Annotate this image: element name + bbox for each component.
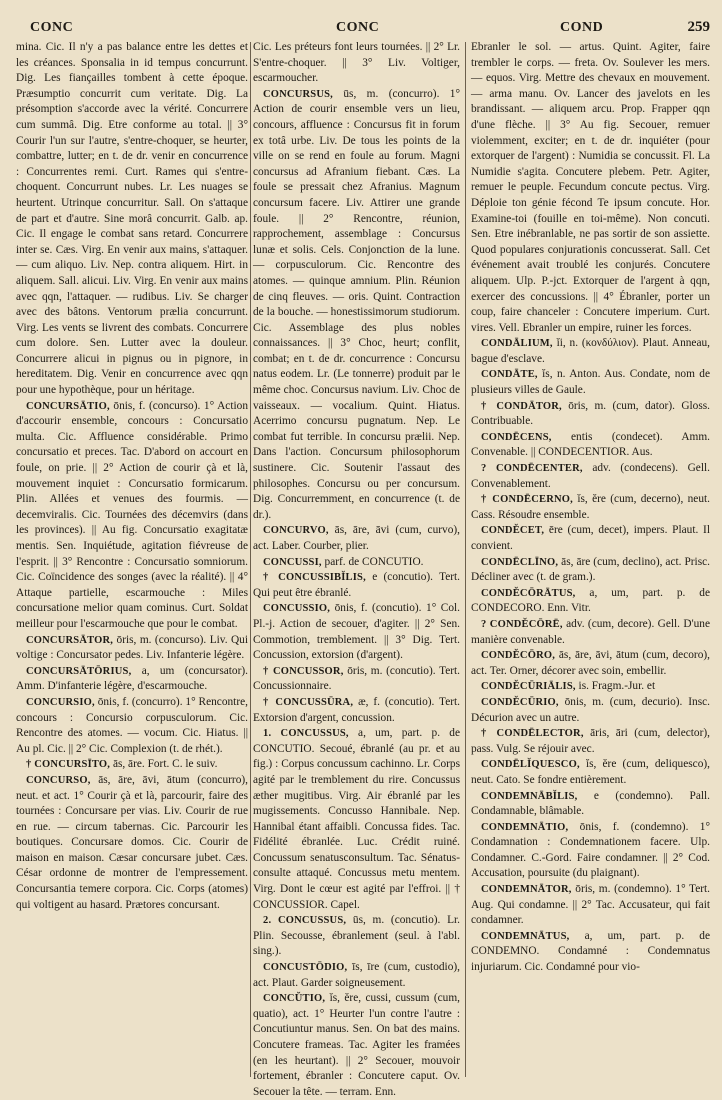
dictionary-entry [253, 570, 460, 601]
dictionary-entry [471, 367, 710, 398]
entry-definition: ōnis, f. (condemno). 1° Condamnation : Condemnationem facere. Ulp. Condamner. C.-Gord. Faire condamner. || 2° Cod. Accusation, poursuite (du plaignant). [471, 820, 710, 880]
column-left [16, 40, 248, 1080]
dictionary-entry [471, 492, 710, 523]
entry-headword: CONCUSTŌDIO, [263, 962, 348, 974]
dictionary-entry [471, 430, 710, 461]
dictionary-entry [471, 929, 710, 976]
entry-definition: æ, f. (concutio). Tert. Extorsion d'argent, concussion. [253, 695, 460, 724]
running-head-center: CONC [336, 20, 380, 35]
entry-headword: CONCURSO, [26, 774, 91, 786]
entry-headword: CONDĔCŌRO, [481, 650, 556, 662]
dictionary-entry [16, 664, 248, 695]
dictionary-entry [16, 633, 248, 664]
entry-definition: ōris, m. (concutio). Tert. Concussionnaire. [253, 664, 461, 693]
entry-headword: † CONCUSSOR, [263, 665, 344, 677]
entry-definition: ōnis, f. (concurso). 1° Action d'accourir ensemble, concours : Concursatio multa. Cic. Affluence considérable. Primo concursatio et preces. Tac. D'abord on accourt en foule, on prie. || 2° Action de courir çà et là, mouvement inquiet : Concursatio formicarum. Plin. Allées et venues des fourmis. — decemviralis. Cic. Tournées des décemvirs (dans les provinces). || Au fig. Concursatio exagitatæ mentis. Sen. Inquiétude, agitation fiévreuse de l'esprit. || 3° Rencontre : Concursatio somniorum. Cic. Coïncidence des songes (avec la réalité). || 4° Attaque partielle, escarmouche : Miles concursatione melior quam cominus. Curt. Soldat meilleur pour l'escarmouche que pour le combat. [16, 399, 248, 630]
dictionary-entry [253, 87, 460, 524]
dictionary-entry [471, 679, 710, 695]
entry-definition: a, um (concursator). Amm. D'infanterie légère, d'escarmouche. [16, 664, 248, 693]
entry-headword: CONDĔCŪRIO, [481, 696, 559, 708]
dictionary-entry [253, 523, 460, 554]
dictionary-entry [471, 40, 710, 336]
entry-definition: ēre (cum, decet), impers. Plaut. Il convient. [471, 524, 710, 552]
entry-headword: ? CONDĔCŌRĒ, [481, 618, 563, 630]
dictionary-entry [253, 960, 460, 991]
dictionary-entry [253, 601, 460, 663]
running-head-left: CONC [30, 20, 74, 35]
entry-headword: CONCURSĀTOR, [26, 634, 114, 646]
dictionary-entry [471, 399, 710, 430]
entry-headword: † CONCURSĪTO, [26, 759, 111, 771]
entry-headword: CONDEMNĀBĬLIS, [481, 790, 578, 802]
entry-headword: CONDĔCET, [481, 525, 545, 537]
entry-definition: mina. Cic. Il n'y a pas balance entre les dettes et les créances. Sponsalia in id tempus concurrunt. Dig. Les fiançailles tombent à cette époque. Præsumptio concurrit cum veritate. Dig. La présomption s'accorde avec la vérité. Concurrere cum summâ. Dig. Etre conforme au total. || 3° Courir l'un sur l'autre, s'entre-choquer, se heurter, combattre, lutter; en t. de dr. venir en concurrence : Concurrentes remi. Curt. Rames qui s'entre-choquent. Concurrunt nubes. Lr. Les nuages se heurtent. Utrinque concurritur. Sall. On s'attaque de part et d'autre. Sine morâ concurrit. Galb. ap. Cic. Il engage le combat sans retard. Concurrere inter se. Cæs. Virg. En venir aux mains, s'attaquer. — cum aliquo. Liv. Nep. contra aliquem. Hirt. in aliquem. Sall. alicui. Liv. Virg. En venir aux mains avec qqn, l'attaquer. — rudibus. Liv. Se charger avec des bâtons. Ventorum prælia concurrunt. Virg. Les vents se livrent des combats. Concurrere cum dolore. Sen. Lutter avec la douleur. Concurrere alicui in pignus ou in pignore, in hereditatem. Dig. Venir en concurrence avec qqn pour une hypothèque, pour un héritage. [16, 41, 248, 397]
entry-headword: CONCURSUS, [263, 88, 333, 100]
entry-definition: ĭi, n. (κονδύλιον). Plaut. Anneau, bague d'esclave. [471, 337, 711, 365]
running-head-right: COND [560, 20, 604, 35]
entry-definition: ĭs, n. Anton. Aus. Condate, nom de plusieurs villes de Gaule. [471, 368, 710, 397]
entry-definition: ōnis, f. (concutio). 1° Col. Pl.-j. Action de secouer, d'agiter. || 2° Sen. Commotion, tremblement. || 3° Dig. Tert. Concussion, extorsion (d'argent). [253, 602, 460, 662]
entry-definition: adv. (condecens). Gell. Convenablement. [471, 462, 710, 490]
entry-headword: CONDĔCŌRĀTUS, [481, 587, 576, 599]
entry-definition: parf. de CONCUTIO. [324, 555, 424, 568]
entry-headword: CONDEMNĀTIO, [481, 821, 569, 833]
column-right [471, 40, 710, 1080]
entry-headword: CONCURSIO, [26, 696, 95, 708]
dictionary-entry [471, 820, 710, 882]
entry-definition: ōris, m. (cum, dator). Gloss. Contribuable. [471, 399, 710, 428]
entry-headword: CONDEMNĀTUS, [481, 930, 570, 942]
dictionary-entry [471, 336, 710, 367]
dictionary-entry [16, 757, 248, 773]
entry-headword: CONDĔCŪRIĀLIS, [481, 681, 576, 693]
entry-headword: † CONCUSSIBĬLIS, [263, 572, 366, 584]
entry-definition: ās, āre, āvi, ātum (cum, decoro), act. Ter. Orner, décorer avec soin, embellir. [471, 649, 710, 677]
entry-definition: e (concutio). Tert. Qui peut être ébranlé. [253, 571, 461, 599]
entry-definition: a, um, part. p. de CONDECORO. Enn. Vitr. [471, 586, 710, 615]
entry-definition: īs, īre (cum, custodio), act. Plaut. Garder soigneusement. [253, 961, 460, 989]
entry-definition: a, um, part. p. de CONDEMNO. Condamné : Condemnatus injuriarum. Cic. Condamné pour vio- [471, 929, 711, 974]
entry-definition: ōris, m. (concurso). Liv. Qui voltige : Concursator pedes. Liv. Infanterie légère. [16, 633, 248, 662]
entry-definition: is. Fragm.-Jur. et [578, 680, 656, 693]
dictionary-entry [471, 695, 710, 726]
entry-definition: ōris, m. (condemno). 1° Tert. Aug. Qui condamne. || 2° Tac. Accusateur, qui fait condamner. [471, 883, 710, 927]
entry-headword: CONDĒCENS, [481, 431, 552, 443]
dictionary-entry [471, 757, 710, 788]
entry-definition: ūs, m. (concutio). Lr. Plin. Secousse, ébranlement (seul. à l'abl. sing.). [253, 914, 460, 958]
entry-headword: CONCŬTIO, [263, 993, 326, 1005]
entry-headword: CONCURSĀTIO, [26, 400, 110, 412]
entry-definition: ĭs, ĕre (cum, deliquesco), neut. Cato. Se fondre entièrement. [471, 758, 710, 786]
entry-definition: entis (condecet). Amm. Convenable. || CONDECENTIOR. Aus. [471, 430, 710, 459]
dictionary-entry [471, 461, 710, 492]
entry-definition: āris, āri (cum, delector), pass. Vulg. Se réjouir avec. [471, 727, 710, 755]
entry-definition: ās, āre, āvi (cum, curvo), act. Laber. Courber, plier. [253, 524, 460, 552]
entry-headword: CONCURSĀTŌRIUS, [26, 665, 132, 677]
dictionary-entry [471, 586, 710, 617]
entry-definition: ās, āre, āvi, ātum (concurro), neut. et act. 1° Courir çà et là, parcourir, faire des tournées : Concursare per vias. Liv. Courir de rue en rue. — circum tabernas. Cic. Parcourir les boutiques. Concursare domos. Cic. Courir de maison en maison. Cæsar concursare jubet. Cæs. César ordonne de montrer de l'empressement. Concursantia temere corpora. Cic. Corps (atomes) qui voltigent au hasard. Prætores concursant. [16, 773, 248, 911]
column-middle [253, 40, 461, 1098]
dictionary-entry [471, 555, 710, 586]
dictionary-entry [471, 617, 710, 648]
entry-headword: † CONDĀTOR, [481, 400, 562, 412]
entry-headword: † CONCUSSŪRA, [263, 696, 354, 708]
entry-headword: CONDĒLĬQUESCO, [481, 759, 580, 771]
dictionary-entry [471, 726, 710, 757]
dictionary-entry [253, 726, 460, 913]
entry-definition: ōnis, m. (cum, decurio). Insc. Décurion avec un autre. [471, 695, 710, 724]
entry-headword: CONDEMNĀTOR, [481, 884, 572, 896]
entry-headword: ? CONDĒCENTER, [481, 463, 583, 475]
column-rule [465, 42, 466, 1077]
entry-definition: ōnis, f. (concurro). 1° Rencontre, concours : Concursio corpusculorum. Cic. Rencontre des atomes. — vocum. Cic. Hiatus. || Au pl. Cic. || 2° Cic. Complexion (t. de rhét.). [16, 695, 248, 755]
entry-definition: ūs, m. (concurro). 1° Action de courir ensemble vers un lieu, concours, affluence : Concursus fit in forum ex totâ urbe. Liv. De tous les points de la ville on se rend en foule au forum. Magni concursus ad Afranium fiebant. Cæs. La foule se pressait chez Afranius. Magnum concursum facere. Liv. Attirer une grande foule. || 2° Rencontre, réunion, rapprochement, assemblage : Concursus lunæ et solis. Cels. Conjonction de la lune. — corpusculorum. Cic. Rencontre des atomes. — quinque amnium. Plin. Réunion de cinq fleuves. — oris. Quint. Contraction de la bouche. — honestissimorum studiorum. Cic. Assemblage des plus nobles connaissances. || 3° Choc, heurt; conflit, combat; en t. de dr. concurrence : Concursu natus eodem. Lr. (Le tonnerre) produit par le même choc. Concursus navium. Liv. Choc de vaisseaux. — vocalium. Quint. Hiatus. Acerrimo concursu pugnatum. Nep. Le combat fut terrible. In concursu prælii. Nep. Dans l'action. Concursum philosophorum sustinere. Cic. Soutenir l'assaut des philosophes. Concursu ou per concursum. Dig. Concurremment, en concurrence (t. de dr.). [253, 87, 460, 521]
entry-definition: ĭs, ĕre (cum, decerno), neut. Cass. Résoudre ensemble. [471, 493, 710, 521]
dictionary-entry [253, 555, 460, 571]
entry-headword: CONCUSSI, [263, 556, 322, 568]
entry-definition: Ebranler le sol. — artus. Quint. Agiter, faire trembler le corps. — freta. Ov. Soulever les mers. — equos. Virg. Mettre des chevaux en mouvement. — arma manu. Ov. Lancer des javelots en les brandissant. — aliquem arcu. Prop. Frapper qqn d'une flèche. || 3° Au fig. Secouer, remuer violemment, exciter; en t. de dr. inquiéter (pour extorquer de l'argent) : Numidia se concussit. Fl. La Numidie s'agita. Concutere plebem. Petr. Agiter, remuer le peuple. Fecundum concute pectus. Virg. Déploie ton génie fécond Te ipsum concute. Hor. Examine-toi (fouille en toi-même). Non concuti. Sen. Etre inébranlable, ne pas sortir de son assiette. Quod populares conjurationis concusserat. Sall. Cet événement avait troublé les conjurés. Concutere aliquem. Ulp. P.-jct. Extorquer de l'argent à qqn, exercer des concussions. || 4° Ébranler, porter un coup, faire chanceler : Concutere imperium. Curt. vires. Vell. Ebranler un empire, ruiner les forces. [471, 41, 710, 334]
entry-headword: 2. CONCUSSUS, [263, 915, 347, 927]
dictionary-entry [471, 882, 710, 929]
entry-definition: a, um, part. p. de CONCUTIO. Secoué, ébranlé (au pr. et au fig.) : Corpus concussum cachinno. Lr. Corps agité par le tremblement du rire. Concussus æther mugitibus. Virg. Air ébranlé par les mugissements. Concusso Hannibale. Nep. Hannibal étant affaibli. Concussa fides. Tac. Fidélité ébranlée. Luc. Crédit ruiné. Concussum senatusconsultum. Tac. Sénatus-consulte attaqué. Concussus metu mentem. Virg. Dont le cœur est agité par l'effroi. || † CONCUSSIOR. Capel. [253, 727, 461, 911]
entry-definition: ās, āre. Fort. C. le suiv. [112, 758, 218, 771]
entry-definition: Cic. Les préteurs font leurs tournées. || 2° Lr. S'entre-choquer. || 3° Liv. Voltiger, escarmoucher. [253, 41, 460, 85]
entry-headword: † CONDĒLECTOR, [481, 728, 584, 740]
entry-headword: CONCUSSIO, [263, 603, 331, 615]
dictionary-entry [16, 40, 248, 399]
dictionary-entry [253, 695, 460, 726]
entry-definition: ĭs, ĕre, cussi, cussum (cum, quatio), act. 1° Heurter l'un contre l'autre : Concutiuntur manus. Sen. On bat des mains. Concutere frameas. Tac. Agiter les framées (en les heurtant). || 2° Secouer, mouvoir fortement, ébranler : Concutere caput. Ov. Secouer la tête. — terram. Enn. [253, 992, 460, 1098]
dictionary-entry [253, 913, 460, 960]
dictionary-entry [16, 399, 248, 633]
dictionary-entry [471, 648, 710, 679]
entry-definition: ās, āre (cum, declino), act. Prisc. Décliner avec (t. de gram.). [471, 555, 710, 584]
entry-headword: CONCURVO, [263, 525, 329, 537]
entry-definition: e (condemno). Pall. Condamnable, blâmable. [471, 789, 710, 818]
entry-headword: CONDĒCLĪNO, [481, 556, 559, 568]
dictionary-entry [471, 789, 710, 820]
entry-headword: 1. CONCUSSUS, [263, 728, 349, 740]
dictionary-entry [16, 695, 248, 757]
page-number: 259 [687, 19, 710, 35]
dictionary-entry [253, 991, 460, 1100]
column-rule [250, 42, 251, 1077]
entry-headword: CONDĀTE, [481, 369, 538, 381]
entry-headword: † CONDĒCERNO, [481, 494, 573, 506]
dictionary-entry [253, 664, 460, 695]
entry-headword: CONDĀLIUM, [481, 338, 553, 350]
dictionary-entry [16, 773, 248, 913]
dictionary-entry [253, 40, 460, 87]
dictionary-entry [471, 523, 710, 554]
entry-definition: adv. (cum, decore). Gell. D'une manière convenable. [471, 617, 710, 646]
